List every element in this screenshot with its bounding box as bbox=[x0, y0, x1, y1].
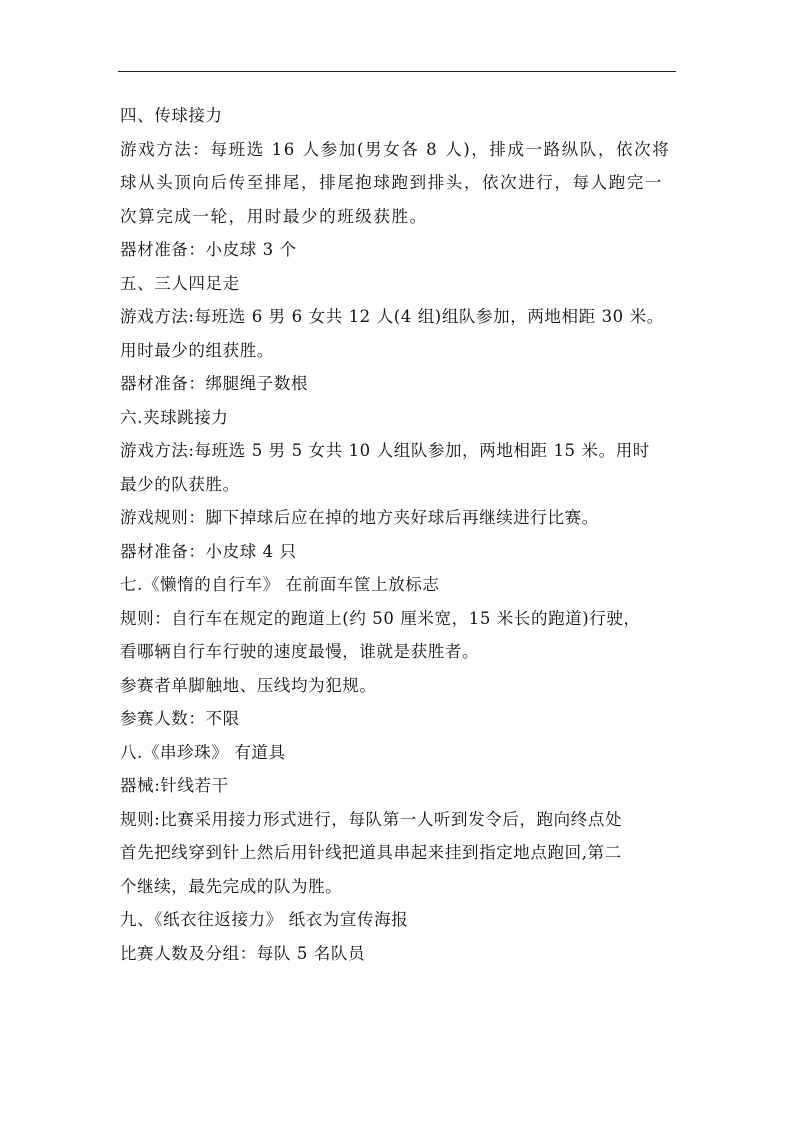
paragraph-line: 游戏方法:每班选 6 男 6 女共 12 人(4 组)组队参加，两地相距 30 米。 bbox=[120, 307, 664, 326]
paragraph-line: 首先把线穿到针上然后用针线把道具串起来挂到指定地点跑回,第二 bbox=[120, 843, 622, 862]
document-body bbox=[120, 99, 680, 970]
paragraph-line: 球从头顶向后传至排尾，排尾抱球跑到排头，依次进行，每人跑完一 bbox=[120, 173, 663, 192]
participants-line: 比赛人数及分组：每队 5 名队员 bbox=[120, 943, 366, 963]
paragraph-line: 次算完成一轮，用时最少的班级获胜。 bbox=[120, 206, 428, 226]
paragraph-line: 参赛者单脚触地、压线均为犯规。 bbox=[120, 675, 377, 695]
section-heading-three-legged: 五、三人四足走 bbox=[120, 273, 240, 293]
equipment-line: 器材准备：绑腿绳子数根 bbox=[120, 374, 309, 393]
participants-line: 参赛人数：不限 bbox=[120, 709, 240, 728]
header-rule bbox=[118, 71, 676, 72]
section-heading-string-pearls: 八.《串珍珠》 有道具 bbox=[120, 742, 286, 762]
paragraph-line: 用时最少的组获胜。 bbox=[120, 340, 274, 360]
section-heading-relay-pass: 四、传球接力 bbox=[120, 106, 223, 125]
section-heading-lazy-bicycle: 七.《懒惰的自行车》 在前面车筐上放标志 bbox=[120, 575, 440, 594]
section-heading-ball-jump: 六.夹球跳接力 bbox=[120, 407, 229, 427]
paragraph-line: 看哪辆自行车行驶的速度最慢，谁就是获胜者。 bbox=[120, 642, 480, 661]
section-heading-paper-clothes: 九、《纸衣往返接力》 纸衣为宣传海报 bbox=[120, 910, 409, 929]
equipment-line: 器材准备：小皮球 4 只 bbox=[120, 541, 297, 561]
paragraph-line: 最少的队获胜。 bbox=[120, 474, 240, 494]
rules-line: 规则：自行车在规定的跑道上(约 50 厘米宽，15 米长的跑道)行驶， bbox=[120, 608, 641, 628]
rules-line: 规则:比赛采用接力形式进行，每队第一人听到发令后，跑向终点处 bbox=[120, 809, 623, 829]
paragraph-line: 个继续，最先完成的队为胜。 bbox=[120, 876, 343, 896]
paragraph-line: 游戏方法：每班选 16 人参加(男女各 8 人)，排成一路纵队，依次将 bbox=[120, 139, 671, 159]
rules-line: 游戏规则：脚下掉球后应在掉的地方夹好球后再继续进行比赛。 bbox=[120, 508, 599, 527]
equipment-line: 器械:针线若干 bbox=[120, 776, 229, 795]
paragraph-line: 游戏方法:每班选 5 男 5 女共 10 人组队参加，两地相距 15 米。用时 bbox=[120, 441, 650, 460]
equipment-line: 器材准备：小皮球 3 个 bbox=[120, 240, 297, 259]
